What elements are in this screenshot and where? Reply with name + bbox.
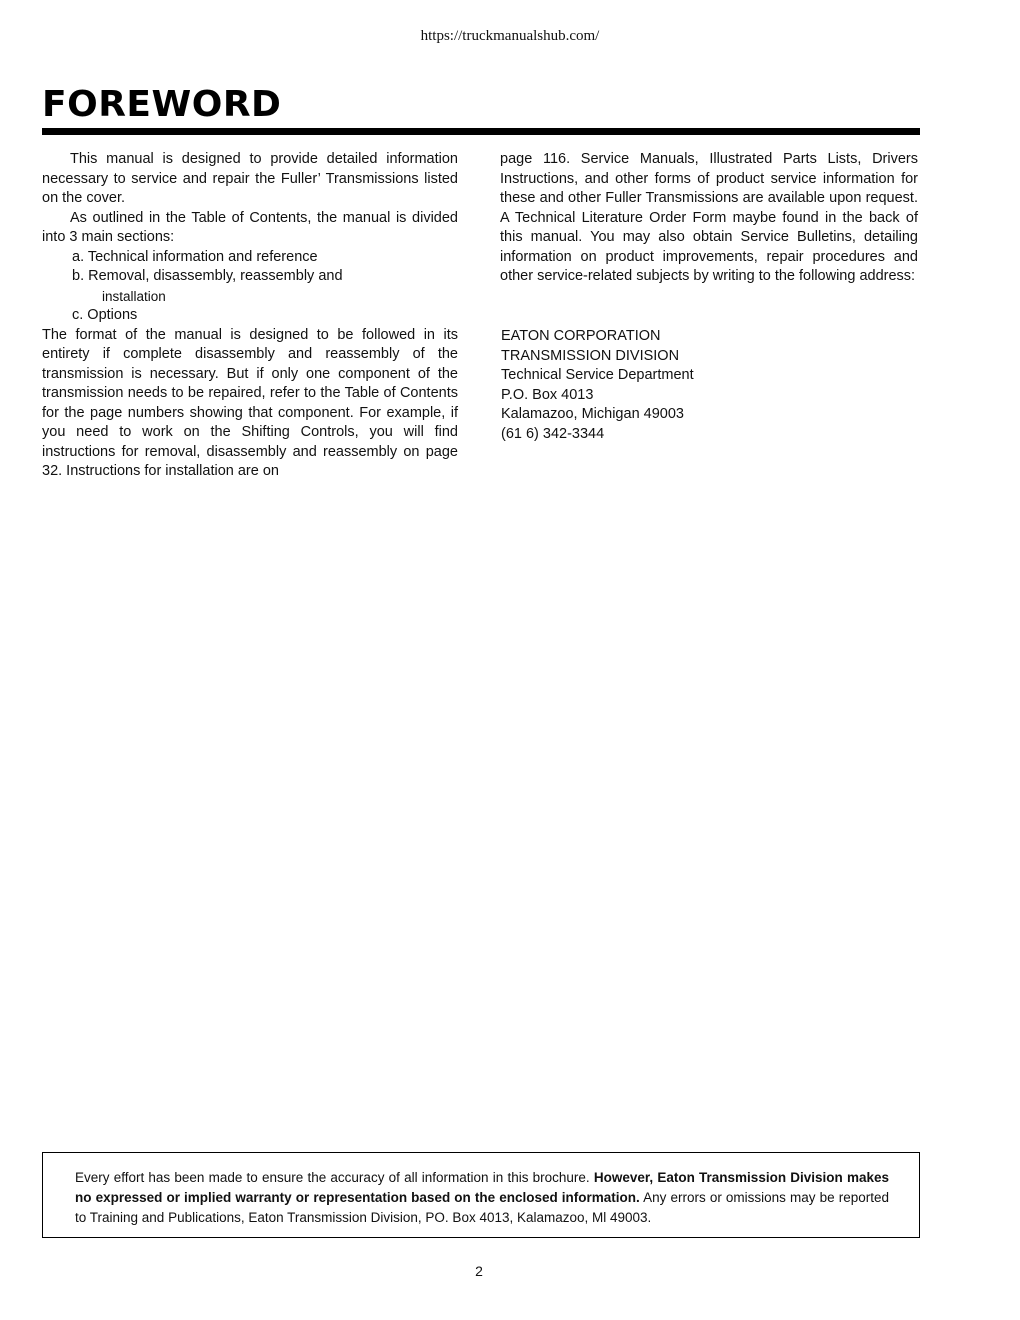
address-company: EATON CORPORATION xyxy=(501,328,661,344)
section-item-a: a. Technical information and reference xyxy=(72,248,318,265)
disclaimer-text-start: Every effort has been made to ensure the accuracy of all information in this brochure. xyxy=(75,1170,594,1185)
intro-paragraph: This manual is designed to provide detailed information necessary to service and repair the Fuller’ Transmissions listed on the cover. xyxy=(42,151,458,206)
mailing-address xyxy=(501,327,921,444)
disclaimer-text-bold: However, Eaton Transmission Division makes no expressed or implied warranty or representation based on the enclosed information. xyxy=(75,1170,889,1205)
literature-paragraph: page 116. Service Manuals, Illustrated Parts Lists, Drivers Instructions, and other forms of product service information for these and other Fuller Transmissions are available upon request. A Technical Literature Order Form maybe found in the back of this manual. You may also obtain Service Bulletins, detailing information on product improvements, repair procedures and other service-related subjects by writing to the following address: xyxy=(500,151,918,284)
disclaimer-box xyxy=(42,1152,920,1238)
page-number: 2 xyxy=(475,1263,483,1279)
section-item-b: b. Removal, disassembly, reassembly and xyxy=(72,268,343,284)
left-column xyxy=(42,150,458,482)
address-department: Technical Service Department xyxy=(501,367,694,383)
title-rule xyxy=(42,128,920,135)
format-paragraph: The format of the manual is designed to be followed in its entirety if complete disassembly and reassembly of the transmission is necessary. But if only one component of the transmission needs to be repaired, refer to the Table of Contents for the page numbers showing that component. For example, if you need to work on the Shifting Controls, you will find instructions for removal, disassembly and reassembly on page 32. Instructions for installation are on xyxy=(42,326,458,479)
section-item-b-continued: installation xyxy=(102,288,166,304)
right-column xyxy=(500,150,918,287)
page-title: FOREWORD xyxy=(42,84,282,125)
source-url: https://truckmanualshub.com/ xyxy=(420,28,600,44)
address-po-box: P.O. Box 4013 xyxy=(501,386,594,403)
section-item-c: c. Options xyxy=(72,307,138,323)
disclaimer-text-end: Any errors or omissions may be reported to Training and Publications, Eaton Transmission Division, PO. Box 4013, Kalamazoo, Ml 49003. xyxy=(75,1190,889,1225)
address-phone: (61 6) 342-3344 xyxy=(501,425,605,442)
address-city: Kalamazoo, Michigan 49003 xyxy=(501,406,684,422)
sections-paragraph: As outlined in the Table of Contents, the manual is divided into 3 main sections: xyxy=(42,209,458,245)
address-division: TRANSMISSION DIVISION xyxy=(501,347,680,364)
